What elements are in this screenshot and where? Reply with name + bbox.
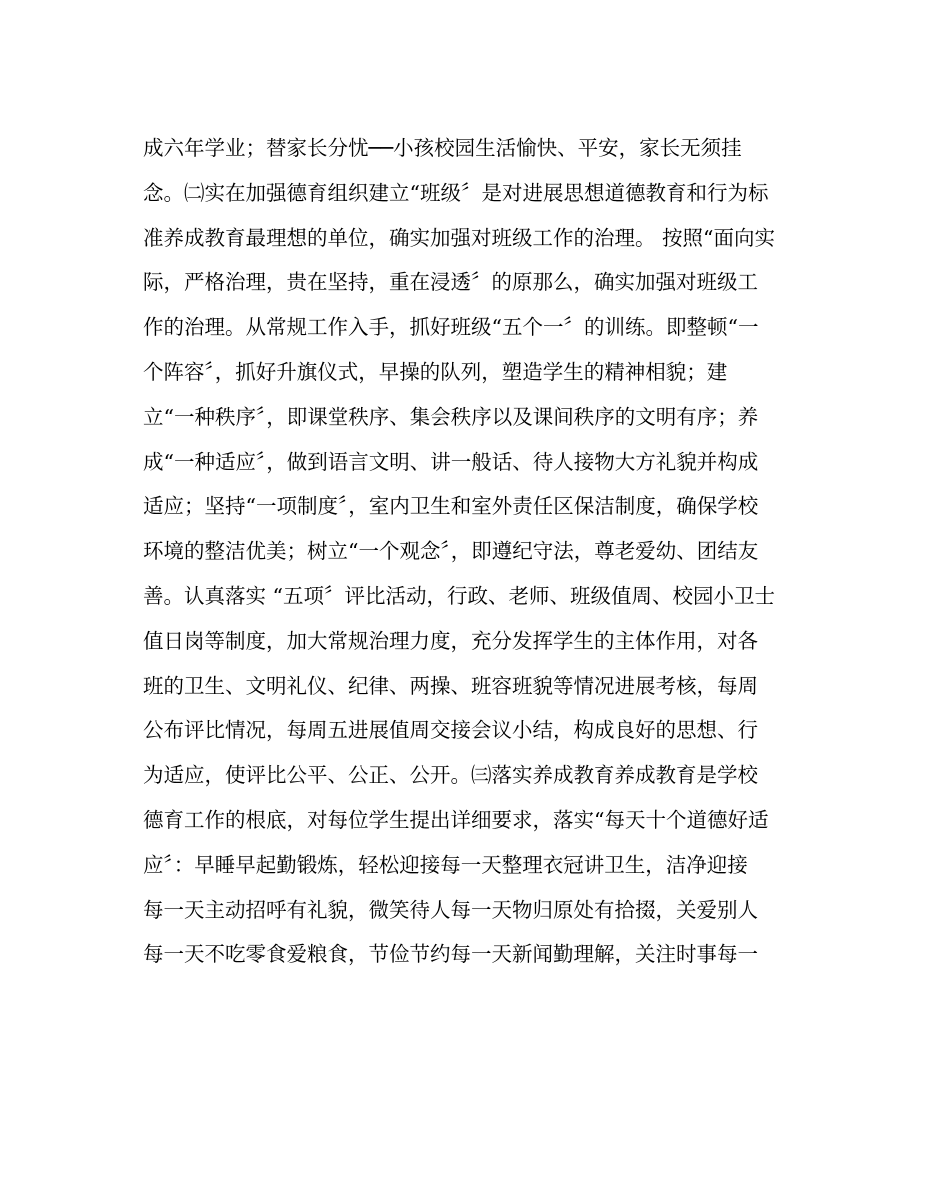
text-line: 每一天主动招呼有礼貌，微笑待人每一天物归原处有拾掇，关爱别人 <box>143 897 758 922</box>
text-line: 善。认真落实 “五项〞评比活动，行政、老师、班级值周、校园小卫士 <box>143 583 775 608</box>
text-line: 环境的整洁优美；树立“一个观念〞，即遵纪守法，尊老爱幼、团结友 <box>143 539 759 564</box>
text-line: 值日岗等制度，加大常规治理力度，充分发挥学生的主体作用，对各 <box>143 628 758 653</box>
text-line: 公布评比情况，每周五进展值周交接会议小结，构成良好的思想、行 <box>143 718 758 743</box>
text-line: 际，严格治理，贵在坚持，重在浸透〞的原那么，确实加强对班级工 <box>143 270 758 295</box>
text-line: 适应；坚持“一项制度〞，室内卫生和室外责任区保洁制度，确保学校 <box>143 494 759 519</box>
text-line: 每一天不吃零食爱粮食，节俭节约每一天新闻勤理解，关注时事每一 <box>143 942 758 967</box>
text-line: 成“一种适应〞，做到语言文明、讲一般话、待人接物大方礼貌并构成 <box>143 449 759 474</box>
text-line: 个阵容〞，抓好升旗仪式，早操的队列，塑造学生的精神相貌；建 <box>143 359 728 384</box>
text-line: 德育工作的根底，对每位学生提出详细要求，落实“每天十个道德好适 <box>143 807 769 832</box>
text-line: 成六年学业；替家长分忧──小孩校园生活愉快、平安，家长无须挂 <box>143 136 742 160</box>
text-line: 为适应，使评比公平、公正、公开。㈢落实养成教育养成教育是学校 <box>143 763 758 788</box>
text-line: 作的治理。从常规工作入手，抓好班级“五个一〞的训练。即整顿“一 <box>143 315 759 340</box>
text-line: 应〞：早睡早起勤锻炼，轻松迎接每一天整理衣冠讲卫生，洁净迎接 <box>143 852 748 877</box>
text-line: 立“一种秩序〞，即课堂秩序、集会秩序以及课间秩序的文明有序；养 <box>143 404 759 429</box>
text-line: 班的卫生、文明礼仪、纪律、两操、班容班貌等情况进展考核，每周 <box>143 673 758 698</box>
text-line: 准养成教育最理想的单位，确实加强对班级工作的治理。 按照“面向实 <box>143 225 775 250</box>
text-line: 念。㈡实在加强德育组织建立“班级〞是对进展思想道德教育和行为标 <box>143 180 769 205</box>
body-text <box>143 126 813 977</box>
